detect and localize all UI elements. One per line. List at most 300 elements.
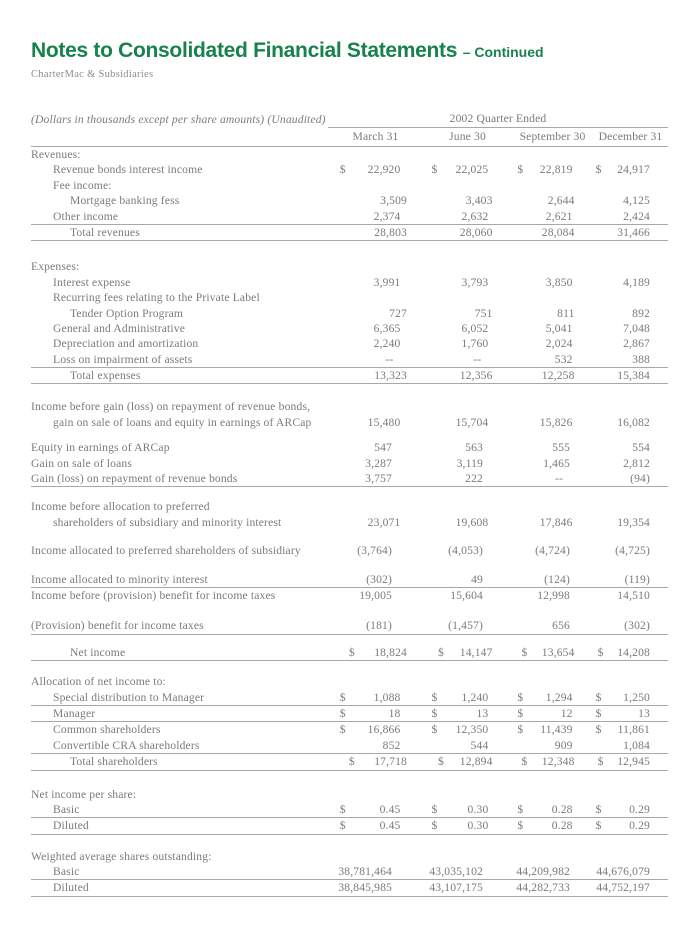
dollar-sign: $ bbox=[517, 690, 524, 704]
table-row bbox=[31, 209, 668, 225]
value-cell bbox=[437, 399, 512, 414]
value-cell bbox=[342, 259, 423, 274]
dollar-sign bbox=[431, 515, 445, 530]
quarter-cell bbox=[423, 147, 512, 162]
dollar-sign bbox=[431, 321, 445, 336]
value-cell: 13,654 bbox=[541, 645, 575, 659]
quarter-cell bbox=[431, 818, 517, 833]
quarter-cell bbox=[596, 738, 668, 753]
value-cell: 3,850 bbox=[545, 275, 573, 289]
dollar-sign: $ bbox=[595, 690, 602, 704]
row-label: Total revenues bbox=[70, 225, 140, 239]
quarter-cell bbox=[438, 368, 522, 383]
table-row bbox=[31, 321, 668, 336]
quarter-cell bbox=[593, 440, 668, 455]
dollar-sign bbox=[328, 543, 342, 558]
value-cell: 6,365 bbox=[373, 321, 401, 335]
value-cell: 2,812 bbox=[623, 456, 650, 470]
value-cell: 16,082 bbox=[617, 415, 650, 429]
quarter-cell bbox=[349, 368, 438, 383]
value-cell: 892 bbox=[632, 306, 650, 320]
quarter-cell bbox=[423, 674, 512, 689]
quarter-cell bbox=[593, 787, 668, 802]
row-label: Net income per share: bbox=[31, 787, 137, 801]
dollar-sign bbox=[593, 399, 607, 414]
value-cell: 0.30 bbox=[467, 819, 489, 833]
dollar-sign bbox=[340, 415, 354, 430]
quarter-cell bbox=[340, 321, 432, 336]
quarter-cell bbox=[517, 515, 595, 530]
dollar-sign bbox=[328, 572, 342, 587]
row-label: Fee income: bbox=[53, 178, 112, 192]
quarter-cell bbox=[593, 674, 668, 689]
value-cell: 17,718 bbox=[374, 755, 407, 769]
quarter-cell bbox=[596, 722, 668, 737]
value-cell bbox=[342, 399, 423, 414]
quarter-cell bbox=[596, 290, 668, 305]
dollar-sign bbox=[596, 738, 610, 753]
value-cell: 1,084 bbox=[623, 738, 650, 752]
table-row bbox=[31, 415, 668, 430]
quarter-cell bbox=[423, 864, 512, 879]
quarter-cell bbox=[593, 456, 668, 471]
value-cell: 222 bbox=[465, 472, 483, 486]
table-row bbox=[31, 147, 668, 162]
quarter-cell bbox=[517, 706, 595, 721]
table-row bbox=[31, 290, 668, 305]
value-cell: 14,208 bbox=[617, 645, 650, 659]
value-cell: 7,048 bbox=[623, 321, 650, 335]
table-row bbox=[31, 193, 668, 208]
dollar-sign bbox=[512, 499, 526, 514]
value-cell: 19,005 bbox=[359, 588, 392, 602]
table-row bbox=[31, 399, 668, 414]
value-cell bbox=[610, 290, 668, 305]
value-cell: 2,240 bbox=[373, 337, 401, 351]
quarter-cell bbox=[438, 306, 522, 321]
value-cell bbox=[526, 147, 593, 162]
value-cell: 751 bbox=[474, 306, 493, 320]
value-cell: (124) bbox=[544, 572, 570, 586]
value-cell: 2,632 bbox=[461, 209, 489, 223]
dollar-sign bbox=[328, 456, 342, 471]
quarter-cell bbox=[431, 178, 517, 193]
value-cell bbox=[607, 674, 668, 689]
quarter-cell bbox=[438, 193, 522, 208]
row-label: Diluted bbox=[53, 881, 89, 895]
value-cell: (302) bbox=[624, 619, 650, 633]
dollar-sign bbox=[438, 368, 452, 383]
quarter-cell bbox=[340, 275, 432, 290]
dollar-sign bbox=[593, 471, 607, 486]
quarter-cell bbox=[596, 209, 668, 224]
quarter-cell bbox=[328, 543, 423, 558]
dollar-sign bbox=[349, 306, 363, 321]
quarter-cell bbox=[593, 399, 668, 414]
dollar-sign bbox=[431, 178, 445, 193]
dollar-sign bbox=[522, 306, 536, 321]
quarter-cell bbox=[340, 722, 432, 737]
dollar-sign bbox=[517, 321, 531, 336]
row-label: Recurring fees relating to the Private Label bbox=[53, 291, 260, 305]
row-label: Tender Option Program bbox=[70, 306, 184, 320]
value-cell: 13 bbox=[638, 706, 650, 720]
value-cell bbox=[342, 849, 423, 864]
quarter-cell bbox=[596, 352, 668, 367]
quarter-cell bbox=[598, 368, 668, 383]
dollar-sign bbox=[328, 618, 342, 633]
quarter-cell bbox=[423, 399, 512, 414]
value-cell: 2,024 bbox=[545, 337, 573, 351]
quarter-cell bbox=[596, 415, 668, 430]
dollar-sign bbox=[522, 193, 536, 208]
dollar-sign bbox=[593, 440, 607, 455]
value-cell bbox=[437, 499, 512, 514]
value-cell: 3,119 bbox=[456, 456, 483, 470]
dollar-sign bbox=[340, 336, 354, 351]
quarter-cell bbox=[340, 178, 432, 193]
table-row bbox=[31, 802, 668, 818]
quarter-cell bbox=[438, 225, 522, 240]
quarter-cell bbox=[593, 618, 668, 633]
value-cell: 547 bbox=[374, 441, 392, 455]
quarter-cell bbox=[522, 368, 598, 383]
row-label: Special distribution to Manager bbox=[53, 690, 205, 704]
table-row bbox=[31, 225, 668, 241]
dollar-sign bbox=[517, 336, 531, 351]
dollar-sign bbox=[512, 259, 526, 274]
dollar-sign bbox=[517, 209, 531, 224]
value-cell bbox=[607, 499, 668, 514]
dollar-sign bbox=[340, 178, 354, 193]
value-cell bbox=[342, 674, 423, 689]
quarter-cell bbox=[423, 849, 512, 864]
dollar-sign: $ bbox=[431, 690, 438, 704]
dollar-sign bbox=[431, 336, 445, 351]
table-row bbox=[31, 456, 668, 471]
quarter-cell bbox=[328, 864, 423, 879]
quarter-cell bbox=[512, 588, 593, 603]
value-cell bbox=[526, 259, 593, 274]
value-cell: 1,760 bbox=[461, 337, 489, 351]
table-row bbox=[31, 706, 668, 722]
dollar-sign bbox=[349, 368, 363, 383]
dollar-sign: $ bbox=[431, 706, 438, 720]
quarter-group-header: 2002 Quarter Ended bbox=[328, 112, 668, 128]
value-cell: 388 bbox=[632, 352, 650, 366]
value-cell: 656 bbox=[552, 619, 570, 633]
value-cell: 15,604 bbox=[450, 588, 483, 602]
dollar-sign bbox=[423, 440, 437, 455]
dollar-sign bbox=[328, 440, 342, 455]
quarter-cell bbox=[596, 275, 668, 290]
dollar-sign: $ bbox=[595, 819, 602, 833]
quarter-cell bbox=[431, 515, 517, 530]
quarter-cell bbox=[423, 499, 512, 514]
section-spacer bbox=[31, 487, 668, 499]
value-cell: (94) bbox=[630, 472, 650, 486]
quarter-cell bbox=[593, 543, 668, 558]
value-cell: (181) bbox=[366, 619, 392, 633]
quarter-cell bbox=[423, 880, 512, 895]
dollar-sign: $ bbox=[521, 645, 528, 659]
value-cell bbox=[531, 290, 595, 305]
value-cell: 12 bbox=[560, 706, 573, 720]
dollar-sign bbox=[328, 864, 338, 879]
dollar-sign: $ bbox=[431, 163, 438, 177]
value-cell: (302) bbox=[366, 572, 392, 586]
dollar-sign bbox=[423, 259, 437, 274]
value-cell: 1,465 bbox=[543, 456, 570, 470]
dollar-sign bbox=[512, 787, 526, 802]
dollar-sign bbox=[596, 415, 610, 430]
quarter-cell bbox=[328, 259, 423, 274]
row-label: Total shareholders bbox=[70, 755, 158, 769]
row-label: Revenues: bbox=[31, 148, 81, 161]
value-cell: 19,608 bbox=[455, 515, 489, 529]
value-cell: 1,088 bbox=[373, 690, 401, 704]
dollar-sign: $ bbox=[597, 645, 604, 659]
dollar-sign bbox=[340, 738, 354, 753]
quarter-cell bbox=[517, 336, 595, 351]
value-cell: 18 bbox=[388, 706, 401, 720]
dollar-sign bbox=[423, 849, 437, 864]
value-cell: 13 bbox=[476, 706, 489, 720]
quarter-cell bbox=[517, 162, 595, 177]
dollar-sign bbox=[593, 787, 607, 802]
value-cell: 15,826 bbox=[539, 415, 573, 429]
section-spacer bbox=[31, 603, 668, 618]
row-label: Expenses: bbox=[31, 260, 80, 274]
quarter-cell bbox=[517, 690, 595, 705]
value-cell bbox=[526, 674, 593, 689]
dollar-sign: $ bbox=[595, 163, 602, 177]
dollar-sign bbox=[328, 499, 342, 514]
quarter-cell bbox=[349, 225, 438, 240]
quarter-cell bbox=[522, 225, 598, 240]
dollar-sign bbox=[593, 588, 607, 603]
dollar-sign bbox=[340, 290, 354, 305]
quarter-cell bbox=[596, 802, 668, 817]
table-row bbox=[31, 787, 668, 802]
quarter-cell bbox=[517, 818, 595, 833]
quarter-cell bbox=[340, 706, 432, 721]
dollar-sign: $ bbox=[521, 755, 528, 769]
value-cell: 0.29 bbox=[629, 802, 650, 816]
row-label: Diluted bbox=[53, 819, 89, 833]
value-cell: 532 bbox=[554, 352, 573, 366]
dollar-sign bbox=[340, 275, 354, 290]
quarter-cell bbox=[512, 787, 593, 802]
quarter-cell bbox=[431, 706, 517, 721]
value-cell: 2,374 bbox=[373, 209, 401, 223]
dollar-sign bbox=[340, 209, 354, 224]
value-cell bbox=[445, 290, 517, 305]
value-cell bbox=[526, 787, 593, 802]
row-label: Depreciation and amortization bbox=[53, 337, 199, 351]
value-cell: 31,466 bbox=[617, 225, 650, 239]
dollar-sign: $ bbox=[517, 819, 524, 833]
value-cell bbox=[607, 259, 668, 274]
table-row bbox=[31, 440, 668, 455]
dollar-sign bbox=[593, 499, 607, 514]
section-spacer bbox=[31, 635, 668, 645]
value-cell: 1,240 bbox=[461, 690, 489, 704]
value-cell: 44,209,982 bbox=[516, 865, 570, 879]
value-cell: 555 bbox=[552, 441, 570, 455]
quarter-cell bbox=[598, 193, 668, 208]
dollar-sign bbox=[517, 275, 531, 290]
value-cell bbox=[607, 787, 668, 802]
dollar-sign: $ bbox=[438, 755, 444, 769]
dollar-sign bbox=[328, 259, 342, 274]
row-label: Basic bbox=[53, 865, 80, 879]
dollar-sign bbox=[328, 849, 342, 864]
value-cell: 38,845,985 bbox=[338, 881, 392, 895]
quarter-cell bbox=[431, 690, 517, 705]
table-row bbox=[31, 849, 668, 864]
dollar-sign bbox=[431, 275, 445, 290]
row-label: Other income bbox=[53, 209, 119, 223]
dollar-sign bbox=[512, 618, 526, 633]
dollar-sign bbox=[423, 471, 437, 486]
value-cell: 17,846 bbox=[539, 515, 573, 529]
table-row bbox=[31, 754, 668, 770]
section-spacer bbox=[31, 835, 668, 849]
dollar-sign: $ bbox=[595, 723, 602, 737]
quarter-cell bbox=[596, 706, 668, 721]
dollar-sign bbox=[328, 147, 342, 162]
quarter-cell bbox=[517, 415, 595, 430]
row-label: Income before allocation to preferred bbox=[31, 500, 210, 514]
dollar-sign: $ bbox=[348, 755, 355, 769]
dollar-sign bbox=[438, 193, 452, 208]
dollar-sign bbox=[512, 440, 526, 455]
quarter-cell bbox=[349, 306, 438, 321]
value-cell: 0.28 bbox=[551, 819, 573, 833]
dollar-sign bbox=[596, 352, 610, 367]
value-cell: 12,356 bbox=[459, 369, 493, 383]
quarter-cell bbox=[328, 588, 423, 603]
financial-statement-table bbox=[31, 112, 668, 897]
quarter-cell bbox=[593, 499, 668, 514]
quarter-cell bbox=[328, 618, 423, 633]
dollar-sign bbox=[598, 225, 612, 240]
value-cell: 0.45 bbox=[379, 819, 401, 833]
quarter-cell bbox=[438, 645, 522, 660]
value-cell: 49 bbox=[471, 572, 483, 586]
quarter-cell bbox=[349, 645, 438, 660]
section-spacer bbox=[31, 241, 668, 259]
row-label: Revenue bonds interest income bbox=[53, 163, 203, 177]
value-cell: 12,350 bbox=[455, 723, 489, 737]
quarter-cell bbox=[512, 864, 593, 879]
table-row bbox=[31, 722, 668, 737]
quarter-cell bbox=[431, 352, 517, 367]
dollar-sign bbox=[598, 368, 612, 383]
dollar-sign bbox=[593, 456, 607, 471]
row-label: Equity in earnings of ARCap bbox=[31, 441, 170, 455]
value-cell: 12,945 bbox=[617, 755, 650, 769]
quarter-cell bbox=[340, 690, 432, 705]
dollar-sign bbox=[596, 336, 610, 351]
value-cell: 3,403 bbox=[465, 194, 493, 208]
table-row bbox=[31, 880, 668, 896]
value-cell: 28,803 bbox=[374, 225, 407, 239]
value-cell: 1,294 bbox=[545, 690, 573, 704]
value-cell: 44,282,733 bbox=[516, 881, 570, 895]
dollar-sign: $ bbox=[595, 706, 602, 720]
value-cell: 811 bbox=[557, 306, 575, 320]
value-cell: 28,084 bbox=[541, 225, 575, 239]
dollar-sign bbox=[328, 674, 342, 689]
row-label: Income before gain (loss) on repayment of revenue bonds, bbox=[31, 400, 311, 414]
page-title bbox=[31, 40, 668, 63]
dollar-sign bbox=[596, 515, 610, 530]
dollar-sign bbox=[512, 849, 526, 864]
quarter-cell bbox=[431, 722, 517, 737]
quarter-cell bbox=[340, 336, 432, 351]
value-cell bbox=[607, 147, 668, 162]
dollar-sign: $ bbox=[597, 755, 604, 769]
dollar-sign bbox=[512, 674, 526, 689]
quarter-cell bbox=[340, 515, 432, 530]
dollar-sign bbox=[349, 193, 363, 208]
quarter-cell bbox=[431, 162, 517, 177]
quarter-cell bbox=[512, 399, 593, 414]
value-cell: 15,480 bbox=[367, 415, 401, 429]
quarter-cell bbox=[517, 209, 595, 224]
quarter-cell bbox=[340, 290, 432, 305]
table-row bbox=[31, 818, 668, 834]
dollar-sign bbox=[512, 543, 526, 558]
dollar-sign: $ bbox=[339, 819, 346, 833]
section-spacer bbox=[31, 771, 668, 787]
dollar-sign bbox=[593, 849, 607, 864]
table-row bbox=[31, 864, 668, 880]
value-cell: 3,793 bbox=[461, 275, 489, 289]
dollar-sign bbox=[328, 787, 342, 802]
quarter-cell bbox=[328, 147, 423, 162]
column-header: June 30 bbox=[449, 130, 486, 143]
row-label: Income before (provision) benefit for income taxes bbox=[31, 588, 276, 602]
section-spacer bbox=[31, 559, 668, 572]
dollar-sign bbox=[328, 588, 342, 603]
value-cell: 909 bbox=[554, 738, 573, 752]
quarter-cell bbox=[593, 588, 668, 603]
value-cell: (4,725) bbox=[615, 544, 650, 558]
quarter-cell bbox=[423, 440, 512, 455]
quarter-cell bbox=[596, 690, 668, 705]
value-cell bbox=[445, 178, 517, 193]
quarter-cell bbox=[431, 802, 517, 817]
quarter-cell bbox=[512, 618, 593, 633]
quarter-cell bbox=[593, 849, 668, 864]
row-label: (Provision) benefit for income taxes bbox=[31, 619, 204, 633]
quarter-cell bbox=[512, 456, 593, 471]
value-cell: 22,025 bbox=[455, 163, 489, 177]
quarter-cell bbox=[596, 515, 668, 530]
value-cell: 5,041 bbox=[545, 321, 573, 335]
dollar-sign: $ bbox=[348, 645, 355, 659]
quarter-cell bbox=[423, 259, 512, 274]
value-cell: 38,781,464 bbox=[338, 865, 392, 879]
table-row bbox=[31, 645, 668, 661]
quarter-cell bbox=[512, 880, 593, 895]
dollar-sign bbox=[423, 588, 437, 603]
dollar-sign: $ bbox=[339, 723, 346, 737]
dollar-sign bbox=[596, 321, 610, 336]
